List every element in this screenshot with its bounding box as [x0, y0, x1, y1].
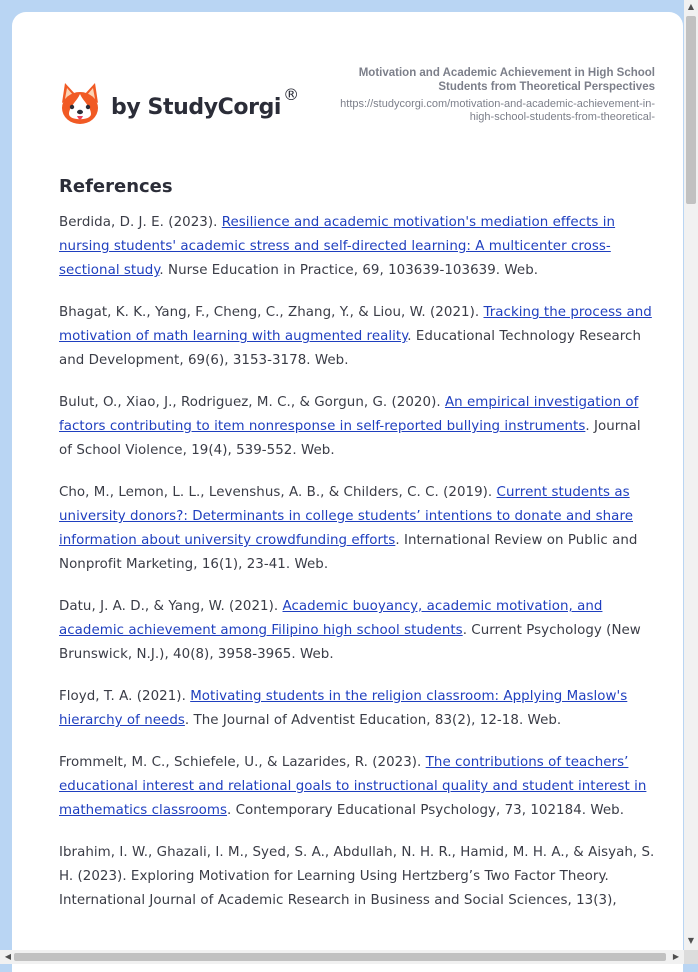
corgi-icon — [59, 81, 101, 127]
scroll-right-icon[interactable]: ▶ — [672, 952, 680, 961]
reference-link[interactable]: Academic buoyancy, academic motivation, and academic achievement among Filipino high school students — [59, 599, 603, 638]
reference-item — [59, 751, 656, 823]
reference-item — [59, 685, 656, 733]
reference-text: Ibrahim, I. W., Ghazali, I. M., Syed, S. A., Abdullah, N. H. R., Hamid, M. H. A., & Aisyah, S. H. (2023). Exploring Motivation for Learning Using Hertzberg’s Two Factor Theory. International Journal of Academic Research in Business and Social Sciences, 13(3), — [59, 845, 655, 908]
document-url[interactable]: https://studycorgi.com/motivation-and-academic-achievement-in-high-school-students-from-theoretical- — [340, 98, 655, 123]
reference-item — [59, 595, 656, 667]
reference-link[interactable]: Current students as university donors?: Determinants in college students’ intentions to donate and share information about university crowdfunding efforts — [59, 485, 633, 548]
horizontal-scroll-thumb[interactable] — [14, 953, 666, 961]
reference-authors: Bulut, O., Xiao, J., Rodriguez, M. C., & Gorgun, G. (2020). — [59, 395, 445, 410]
reference-authors: Floyd, T. A. (2021). — [59, 689, 191, 704]
document-meta — [325, 66, 655, 124]
reference-link[interactable]: An empirical investigation of factors contributing to item nonresponse in self-reported bullying instruments — [59, 395, 639, 434]
studycorgi-logo[interactable] — [59, 76, 299, 132]
reference-authors: Bhagat, K. K., Yang, F., Cheng, C., Zhang, Y., & Liou, W. (2021). — [59, 305, 484, 320]
scroll-left-icon[interactable]: ◀ — [4, 952, 12, 961]
scroll-up-icon[interactable]: ▲ — [687, 2, 695, 11]
reference-source: . The Journal of Adventist Education, 83(2), 12-18. Web. — [184, 713, 562, 728]
reference-item — [59, 211, 656, 283]
reference-item — [59, 301, 656, 373]
references-heading: References — [59, 176, 173, 197]
references-section — [59, 176, 656, 931]
reference-link[interactable]: Motivating students in the religion classroom: Applying Maslow's hierarchy of needs — [59, 689, 628, 728]
registered-mark: ® — [283, 84, 300, 104]
reference-source: . Journal of School Violence, 19(4), 539-552. Web. — [59, 419, 641, 458]
document-title: Motivation and Academic Achievement in High School Students from Theoretical Perspectives — [358, 67, 655, 93]
reference-source: . Current Psychology (New Brunswick, N.J.), 40(8), 3958-3965. Web. — [59, 623, 641, 662]
horizontal-scrollbar[interactable] — [0, 950, 684, 964]
scroll-down-icon[interactable]: ▼ — [687, 936, 695, 945]
logo-text: by StudyCorgi — [111, 94, 282, 120]
reference-source: . Educational Technology Research and Development, 69(6), 3153-3178. Web. — [59, 329, 641, 368]
reference-item — [59, 391, 656, 463]
reference-item — [59, 841, 656, 913]
reference-link[interactable]: The contributions of teachers’ educational interest and relational goals to instructional quality and student interest in mathematics classrooms — [59, 755, 647, 818]
reference-source: . Contemporary Educational Psychology, 73, 102184. Web. — [227, 803, 625, 818]
document-page — [12, 12, 683, 972]
reference-link[interactable]: Resilience and academic motivation's mediation effects in nursing students' academic stress and self-directed learning: A multicenter cross-sectional study — [59, 215, 616, 278]
reference-authors: Datu, J. A. D., & Yang, W. (2021). — [59, 599, 283, 614]
scrollbar-corner — [684, 950, 698, 964]
reference-source: . Nurse Education in Practice, 69, 103639-103639. Web. — [159, 263, 539, 278]
vertical-scrollbar[interactable] — [684, 0, 698, 950]
page-header — [12, 12, 683, 162]
reference-authors: Berdida, D. J. E. (2023). — [59, 215, 222, 230]
reference-link[interactable]: Tracking the process and motivation of math learning with augmented reality — [59, 305, 652, 344]
vertical-scroll-thumb[interactable] — [686, 16, 696, 204]
reference-item — [59, 481, 656, 577]
reference-source: . International Review on Public and Nonprofit Marketing, 16(1), 23-41. Web. — [59, 533, 638, 572]
reference-authors: Cho, M., Lemon, L. L., Levenshus, A. B., & Childers, C. C. (2019). — [59, 485, 497, 500]
reference-authors: Frommelt, M. C., Schiefele, U., & Lazarides, R. (2023). — [59, 755, 426, 770]
